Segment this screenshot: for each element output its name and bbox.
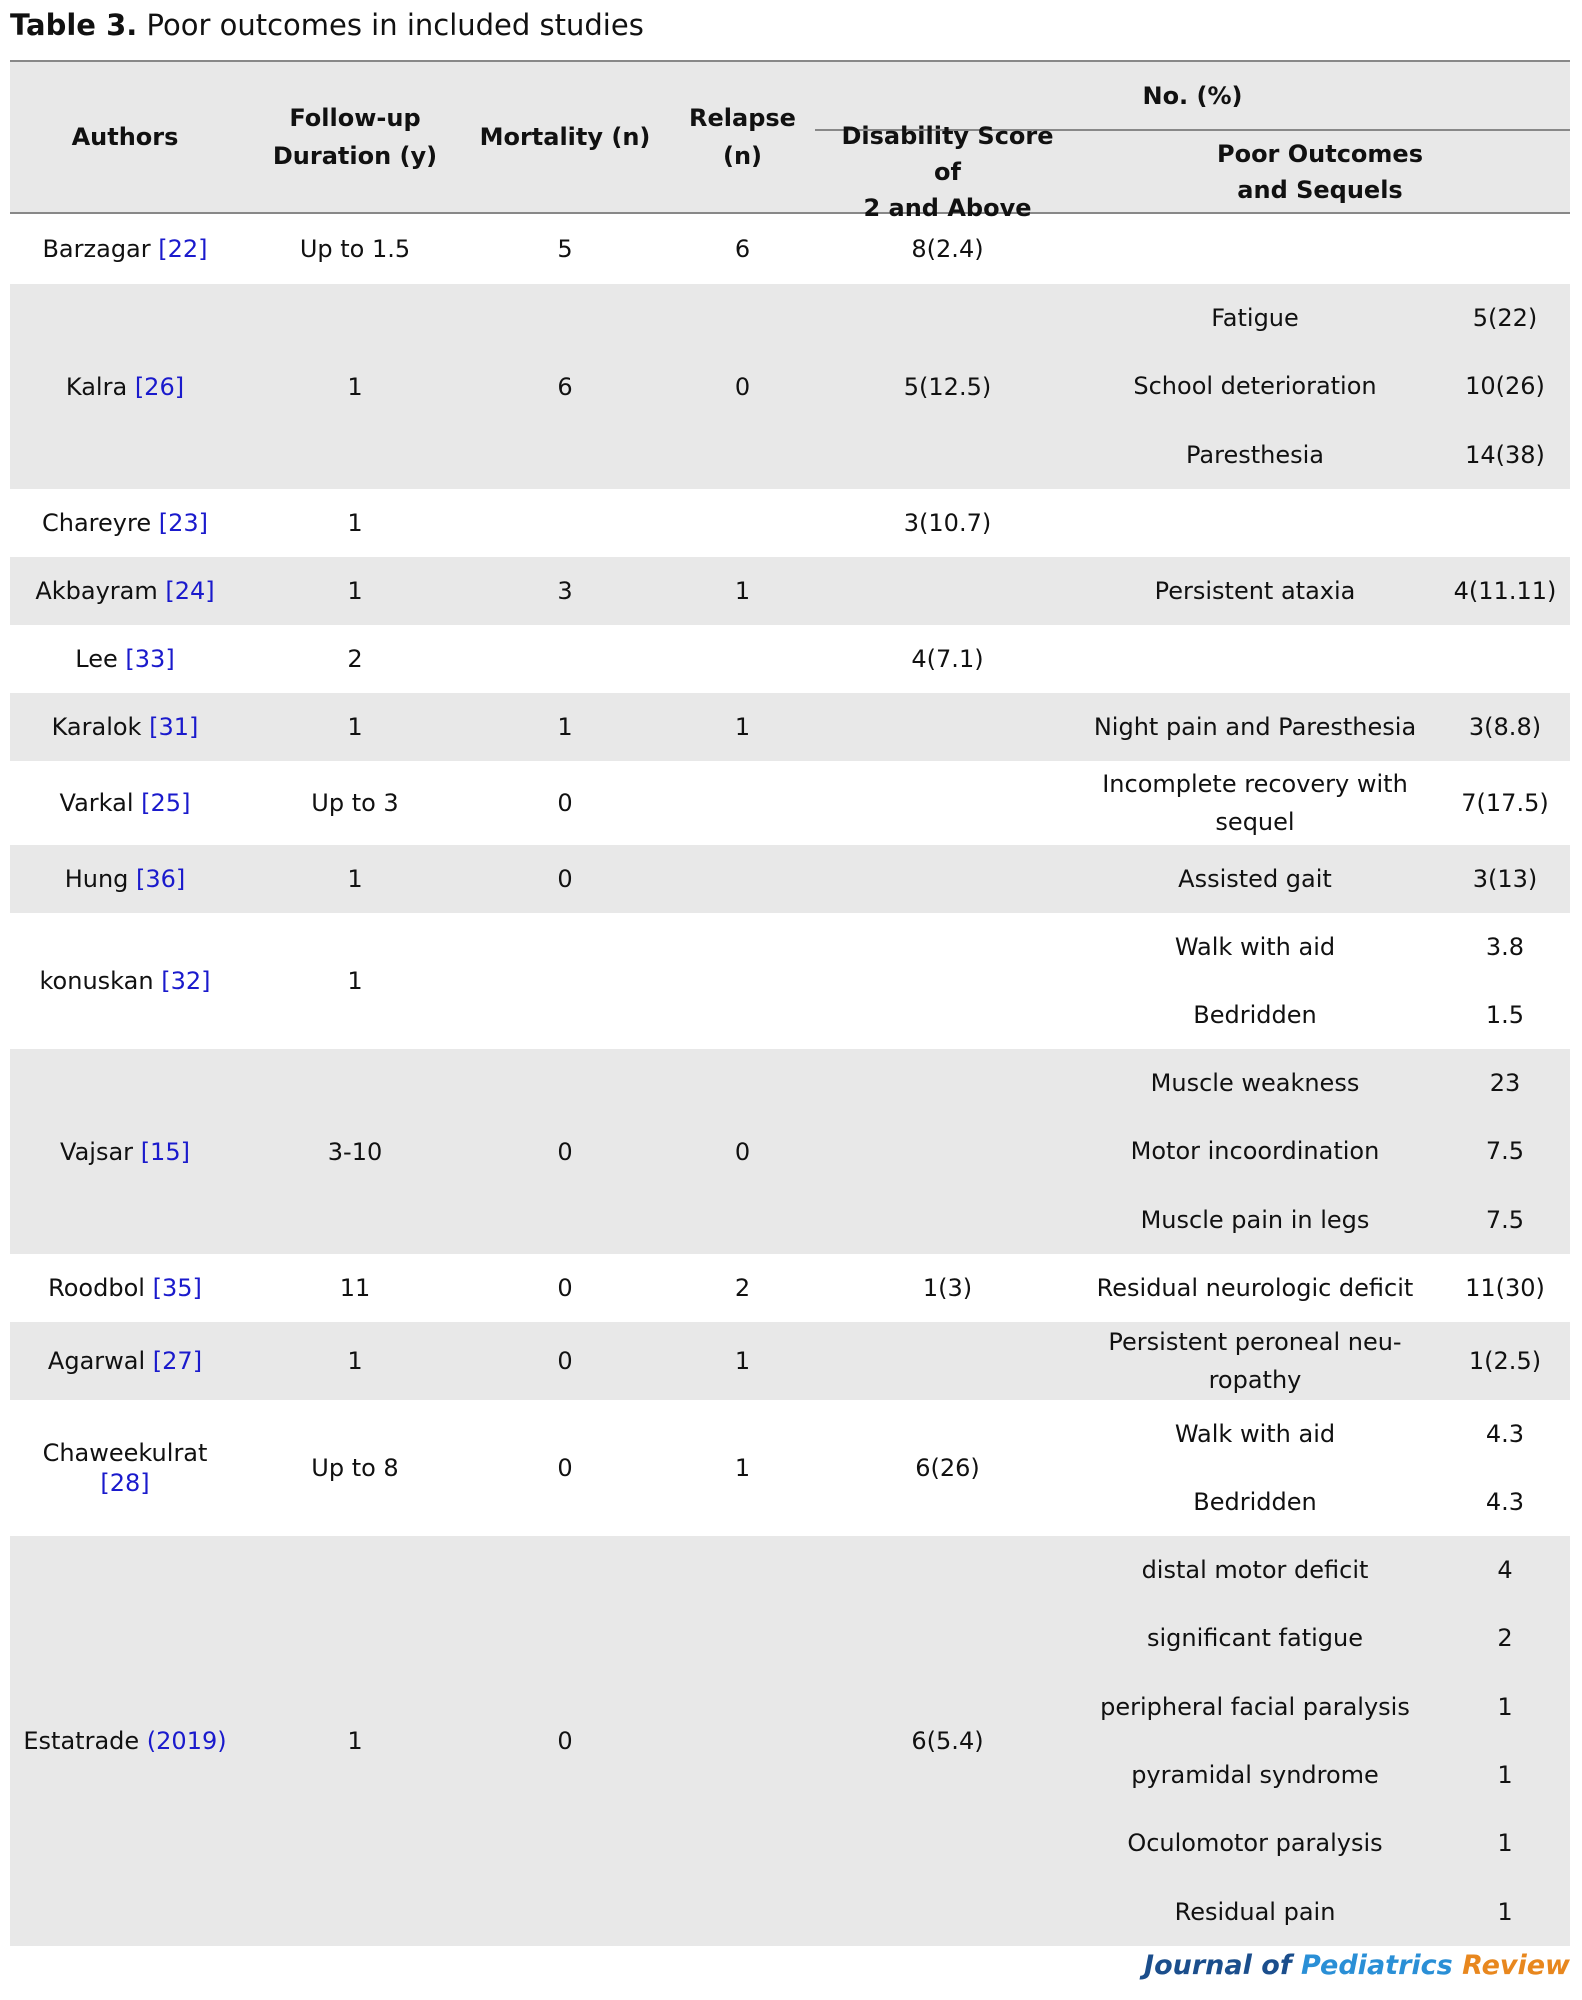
mortality-cell: 0 bbox=[557, 865, 573, 893]
relapse-cell bbox=[660, 489, 825, 557]
mortality-cell: 5 bbox=[557, 235, 573, 263]
disability-cell: 1(3) bbox=[922, 1274, 973, 1302]
reference-link[interactable]: [25] bbox=[141, 789, 191, 817]
outcome-value: 1 bbox=[1497, 1692, 1513, 1721]
follow-up-cell: 3-10 bbox=[327, 1137, 383, 1166]
header-poor-line2: and Sequels bbox=[1237, 175, 1403, 204]
follow-up-cell: 1 bbox=[347, 372, 363, 401]
disability-cell bbox=[825, 845, 1070, 913]
outcome-text: Residual neurologic deficit bbox=[1096, 1274, 1414, 1302]
table-label: Table 3. bbox=[10, 8, 138, 42]
header-relapse bbox=[660, 62, 825, 212]
journal-logo-part1: Journal of bbox=[1144, 1950, 1301, 1981]
table-row bbox=[10, 214, 1570, 284]
mortality-cell: 3 bbox=[557, 577, 573, 605]
author-name: Chareyre bbox=[42, 509, 152, 537]
header-follow-up-line1: Follow-up bbox=[289, 104, 421, 132]
relapse-cell bbox=[660, 761, 825, 845]
table-header bbox=[10, 62, 1570, 222]
follow-up-cell: 1 bbox=[347, 713, 363, 741]
header-mortality: Mortality (n) bbox=[479, 123, 651, 151]
header-disability-line2: 2 and Above bbox=[863, 193, 1032, 222]
disability-cell: 6(5.4) bbox=[911, 1727, 984, 1755]
disability-cell: 8(2.4) bbox=[911, 235, 984, 263]
outcomes-cell bbox=[1070, 1536, 1570, 1946]
disability-cell bbox=[825, 761, 1070, 845]
author-cell bbox=[10, 1400, 240, 1536]
mortality-cell bbox=[470, 625, 660, 693]
outcome-item bbox=[1070, 1322, 1570, 1400]
journal-logo-part2: Pediatrics bbox=[1300, 1950, 1463, 1981]
mortality-cell: 0 bbox=[557, 1347, 573, 1375]
outcome-text: Muscle weakness bbox=[1150, 1069, 1360, 1098]
outcomes-cell bbox=[1070, 214, 1570, 284]
outcome-item bbox=[1070, 284, 1570, 352]
author-name: Agarwal bbox=[47, 1347, 146, 1375]
reference-link[interactable]: [28] bbox=[100, 1469, 150, 1497]
outcomes-cell bbox=[1070, 761, 1570, 845]
follow-up-cell: 1 bbox=[347, 865, 363, 893]
outcome-value: 11(30) bbox=[1465, 1274, 1545, 1302]
table-row bbox=[10, 1400, 1570, 1536]
outcome-text: Persistent peroneal neu-ropathy bbox=[1108, 1328, 1402, 1394]
outcome-value: 7.5 bbox=[1485, 1137, 1525, 1166]
outcome-text: distal motor deficit bbox=[1141, 1556, 1369, 1585]
author-name: Barzagar bbox=[42, 235, 151, 263]
outcome-text: significant fatigue bbox=[1147, 1624, 1363, 1653]
outcome-text: Bedridden bbox=[1193, 1488, 1317, 1516]
author-cell bbox=[10, 845, 240, 913]
outcome-value: 5(22) bbox=[1472, 304, 1538, 333]
author-cell bbox=[10, 1254, 240, 1322]
outcome-item bbox=[1070, 913, 1570, 981]
outcomes-table bbox=[10, 60, 1570, 1946]
follow-up-cell: Up to 3 bbox=[311, 789, 399, 817]
follow-up-cell: 11 bbox=[339, 1274, 371, 1302]
header-follow-up-line2: Duration (y) bbox=[272, 142, 438, 170]
outcomes-cell bbox=[1070, 1322, 1570, 1400]
outcome-item bbox=[1070, 421, 1570, 489]
relapse-cell: 6 bbox=[734, 235, 751, 263]
outcome-text: Paresthesia bbox=[1186, 440, 1324, 469]
reference-link[interactable]: [31] bbox=[149, 713, 199, 741]
relapse-cell: 1 bbox=[734, 577, 751, 605]
table-body bbox=[10, 214, 1570, 1946]
header-authors: Authors bbox=[71, 123, 179, 151]
author-cell bbox=[10, 284, 240, 489]
reference-link[interactable]: [35] bbox=[152, 1274, 202, 1302]
author-name: konuskan bbox=[39, 967, 154, 995]
mortality-cell bbox=[470, 489, 660, 557]
author-name: Karalok bbox=[51, 713, 142, 741]
disability-cell: 5(12.5) bbox=[903, 372, 992, 401]
author-cell bbox=[10, 913, 240, 1049]
outcomes-cell bbox=[1070, 845, 1570, 913]
follow-up-cell: 1 bbox=[347, 967, 363, 995]
relapse-cell: 0 bbox=[734, 372, 751, 401]
disability-cell: 6(26) bbox=[915, 1454, 980, 1482]
table-row bbox=[10, 761, 1570, 845]
author-cell bbox=[10, 214, 240, 284]
author-cell bbox=[10, 1049, 240, 1254]
reference-link[interactable]: [36] bbox=[136, 865, 186, 893]
disability-cell bbox=[825, 913, 1070, 1049]
author-name: Vajsar bbox=[60, 1137, 134, 1166]
author-cell bbox=[10, 1322, 240, 1400]
outcome-text: Persistent ataxia bbox=[1154, 577, 1356, 605]
outcome-value: 4.3 bbox=[1485, 1420, 1525, 1448]
outcome-value: 1.5 bbox=[1485, 1001, 1525, 1029]
outcome-value: 14(38) bbox=[1465, 440, 1545, 469]
author-name: Lee bbox=[75, 645, 118, 673]
outcome-item bbox=[1070, 1254, 1570, 1322]
table-row bbox=[10, 489, 1570, 557]
outcomes-cell bbox=[1070, 284, 1570, 489]
outcomes-cell bbox=[1070, 1254, 1570, 1322]
table-caption: Poor outcomes in included studies bbox=[146, 8, 644, 42]
mortality-cell bbox=[470, 913, 660, 1049]
reference-link[interactable]: (2019) bbox=[146, 1727, 227, 1755]
relapse-cell bbox=[660, 1536, 825, 1946]
outcome-item bbox=[1070, 693, 1570, 761]
follow-up-cell: Up to 8 bbox=[311, 1454, 399, 1482]
outcome-text: Oculomotor paralysis bbox=[1127, 1829, 1383, 1858]
outcome-value: 4(11.11) bbox=[1453, 577, 1557, 605]
outcome-value: 4 bbox=[1497, 1556, 1513, 1585]
journal-logo-part3: Review bbox=[1462, 1950, 1570, 1981]
outcome-item bbox=[1070, 1536, 1570, 1604]
outcome-item bbox=[1070, 1878, 1570, 1946]
disability-cell bbox=[825, 557, 1070, 625]
outcome-item bbox=[1070, 845, 1570, 913]
outcome-item bbox=[1070, 1673, 1570, 1741]
follow-up-cell: 1 bbox=[347, 509, 363, 537]
relapse-cell bbox=[660, 845, 825, 913]
header-relapse-line1: Relapse bbox=[689, 104, 796, 132]
table-row bbox=[10, 284, 1570, 489]
author-cell bbox=[10, 625, 240, 693]
outcome-text: Assisted gait bbox=[1178, 865, 1332, 893]
follow-up-cell: 2 bbox=[347, 645, 363, 673]
relapse-cell bbox=[660, 913, 825, 1049]
outcome-text: Bedridden bbox=[1193, 1001, 1317, 1029]
table-row bbox=[10, 845, 1570, 913]
mortality-cell: 0 bbox=[557, 1274, 573, 1302]
relapse-cell: 2 bbox=[734, 1274, 751, 1302]
outcome-text: pyramidal syndrome bbox=[1131, 1761, 1379, 1790]
journal-logo bbox=[1144, 1950, 1570, 1981]
mortality-cell: 0 bbox=[557, 1137, 573, 1166]
table-row bbox=[10, 625, 1570, 693]
outcome-value: 4.3 bbox=[1485, 1488, 1525, 1516]
relapse-cell bbox=[660, 625, 825, 693]
outcome-text: peripheral facial paralysis bbox=[1100, 1692, 1410, 1721]
outcome-item bbox=[1070, 352, 1570, 420]
mortality-cell: 6 bbox=[557, 372, 573, 401]
mortality-cell: 0 bbox=[557, 1727, 573, 1755]
author-name: Estatrade bbox=[23, 1727, 140, 1755]
outcome-value: 1 bbox=[1497, 1897, 1513, 1926]
disability-cell: 4(7.1) bbox=[911, 645, 984, 673]
reference-link[interactable]: [23] bbox=[158, 509, 208, 537]
header-no-percent: No. (%) bbox=[1142, 81, 1243, 110]
follow-up-cell: 1 bbox=[347, 1727, 363, 1755]
outcome-value: 7(17.5) bbox=[1461, 789, 1549, 817]
outcome-item bbox=[1070, 981, 1570, 1049]
outcome-text: Motor incoordination bbox=[1130, 1137, 1380, 1166]
mortality-cell: 0 bbox=[557, 1454, 573, 1482]
outcome-value: 1 bbox=[1497, 1761, 1513, 1790]
reference-link[interactable]: [26] bbox=[134, 372, 185, 401]
relapse-cell: 1 bbox=[734, 1347, 751, 1375]
outcome-item bbox=[1070, 1186, 1570, 1254]
outcome-item bbox=[1070, 1468, 1570, 1536]
author-name: Varkal bbox=[59, 789, 134, 817]
outcome-text: Residual pain bbox=[1174, 1897, 1336, 1926]
outcomes-cell bbox=[1070, 1400, 1570, 1536]
header-follow-up bbox=[240, 62, 470, 212]
follow-up-cell: Up to 1.5 bbox=[299, 235, 411, 263]
reference-link[interactable]: [27] bbox=[152, 1347, 203, 1375]
outcome-value: 10(26) bbox=[1465, 372, 1545, 401]
author-cell bbox=[10, 693, 240, 761]
author-name: Hung bbox=[64, 865, 129, 893]
outcome-value: 23 bbox=[1489, 1069, 1521, 1098]
outcome-value: 7.5 bbox=[1485, 1205, 1525, 1234]
table-row bbox=[10, 1254, 1570, 1322]
mortality-cell: 0 bbox=[557, 789, 573, 817]
outcome-value: 2 bbox=[1497, 1624, 1513, 1653]
table-row bbox=[10, 557, 1570, 625]
reference-link[interactable]: [33] bbox=[125, 645, 175, 673]
table-row bbox=[10, 1322, 1570, 1400]
outcomes-cell bbox=[1070, 557, 1570, 625]
header-relapse-line2: (n) bbox=[722, 142, 763, 170]
header-disability-line1: Disability Score of bbox=[841, 121, 1054, 186]
relapse-cell: 1 bbox=[734, 1454, 751, 1482]
table-row bbox=[10, 1049, 1570, 1254]
author-cell bbox=[10, 557, 240, 625]
table-row bbox=[10, 913, 1570, 1049]
disability-cell: 3(10.7) bbox=[903, 509, 992, 537]
follow-up-cell: 1 bbox=[347, 1347, 363, 1375]
outcome-item bbox=[1070, 1400, 1570, 1468]
outcome-item bbox=[1070, 557, 1570, 625]
outcomes-cell bbox=[1070, 693, 1570, 761]
follow-up-cell: 1 bbox=[347, 577, 363, 605]
outcome-item bbox=[1070, 1117, 1570, 1185]
outcome-value: 3(8.8) bbox=[1468, 713, 1542, 741]
author-cell bbox=[10, 761, 240, 845]
mortality-cell: 1 bbox=[557, 713, 573, 741]
outcomes-cell bbox=[1070, 625, 1570, 693]
outcome-text: Walk with aid bbox=[1174, 1420, 1336, 1448]
outcome-item bbox=[1070, 1741, 1570, 1809]
outcome-text: Night pain and Paresthesia bbox=[1093, 713, 1417, 741]
outcomes-cell bbox=[1070, 913, 1570, 1049]
reference-link[interactable]: [24] bbox=[165, 577, 215, 605]
outcome-item bbox=[1070, 1049, 1570, 1117]
author-name: Akbayram bbox=[35, 577, 158, 605]
outcomes-cell bbox=[1070, 489, 1570, 557]
table-row bbox=[10, 1536, 1570, 1946]
header-disability bbox=[825, 121, 1070, 222]
relapse-cell: 0 bbox=[734, 1137, 751, 1166]
outcome-value: 3(13) bbox=[1472, 865, 1538, 893]
author-name: Kalra bbox=[65, 372, 128, 401]
author-name: Roodbol bbox=[48, 1274, 145, 1302]
outcome-value: 1 bbox=[1497, 1829, 1513, 1858]
outcome-item bbox=[1070, 1809, 1570, 1877]
outcome-text: Muscle pain in legs bbox=[1140, 1205, 1370, 1234]
outcome-text: School deterioration bbox=[1133, 372, 1377, 401]
outcome-text: Walk with aid bbox=[1174, 933, 1336, 961]
header-poor-line1: Poor Outcomes bbox=[1216, 139, 1423, 168]
author-name: Chaweekulrat bbox=[42, 1439, 208, 1467]
table-row bbox=[10, 693, 1570, 761]
author-cell bbox=[10, 1536, 240, 1946]
disability-cell bbox=[825, 693, 1070, 761]
outcome-text: Incomplete recovery with sequel bbox=[1102, 770, 1408, 836]
reference-link[interactable]: [22] bbox=[158, 235, 208, 263]
author-cell bbox=[10, 489, 240, 557]
outcome-item bbox=[1070, 761, 1570, 845]
reference-link[interactable]: [15] bbox=[140, 1137, 190, 1166]
outcomes-cell bbox=[1070, 1049, 1570, 1254]
outcome-value: 1(2.5) bbox=[1468, 1347, 1542, 1375]
reference-link[interactable]: [32] bbox=[161, 967, 211, 995]
header-poor-outcomes bbox=[1070, 131, 1570, 212]
disability-cell bbox=[825, 1049, 1070, 1254]
outcome-item bbox=[1070, 1604, 1570, 1672]
outcome-text: Fatigue bbox=[1211, 304, 1299, 333]
outcome-value: 3.8 bbox=[1485, 933, 1525, 961]
table-title bbox=[10, 8, 644, 42]
relapse-cell: 1 bbox=[734, 713, 751, 741]
disability-cell bbox=[825, 1322, 1070, 1400]
